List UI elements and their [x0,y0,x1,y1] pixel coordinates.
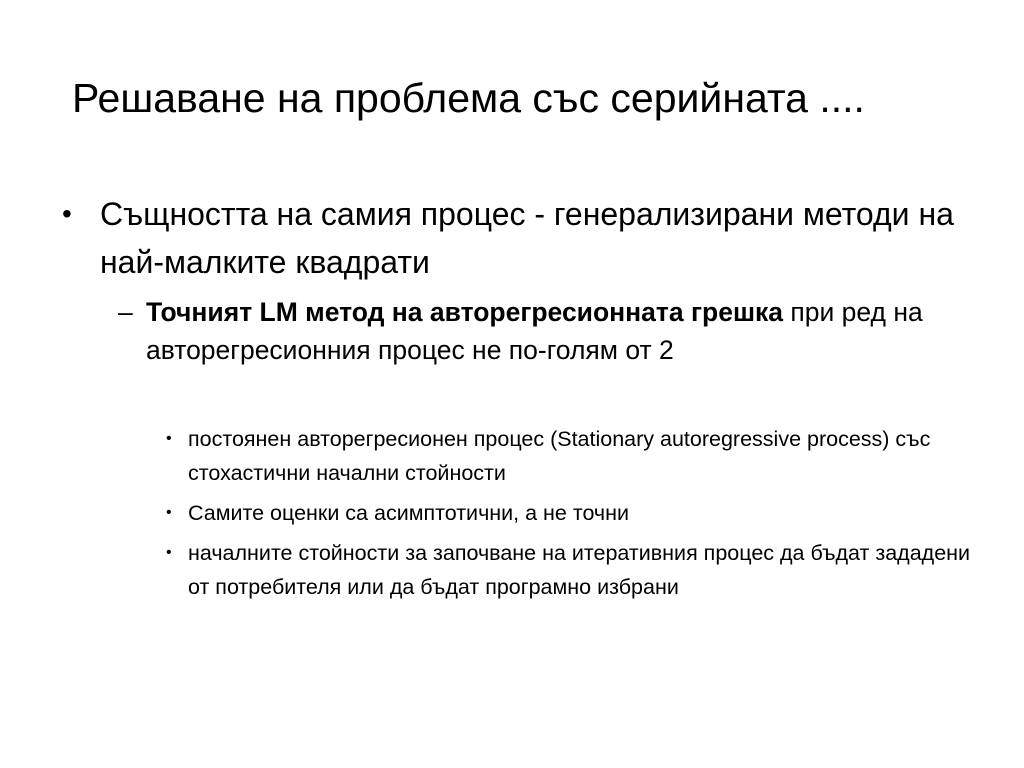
level3-text: началните стойности за започване на итеративния процес да бъдат зададени от потребителя или да бъдат програмно избрани [188,541,971,599]
subbullet-bold-text: Точният LM метод на авторегресионната грешка [146,297,784,327]
bullet-text: Същността на самия процес - генерализирани методи на най-малките квадрати [100,196,954,280]
bullet-icon: • [166,544,172,561]
subbullet-text [146,293,978,369]
bullet-item-level3 [166,536,986,604]
bullet-item-level1 [62,190,992,286]
bullet-icon: • [62,198,72,229]
bullet-item-level3 [166,496,986,530]
bullet-item-level2 [118,293,978,369]
subbullet-regular-text: при ред на авторегресионния процес не по-голям от 2 [146,297,923,365]
bullet-item-level3 [166,422,986,490]
level3-text: постоянен авторегресионен процес (Stationary autoregressive process) със стохастични начални стойности [188,427,931,485]
level3-text: Самите оценки са асимптотични, а не точни [188,501,630,525]
dash-icon: – [118,297,133,327]
bullet-icon: • [166,430,172,447]
bullet-icon: • [166,504,172,521]
slide-title: Решаване на проблема със серийната .... [72,75,865,121]
